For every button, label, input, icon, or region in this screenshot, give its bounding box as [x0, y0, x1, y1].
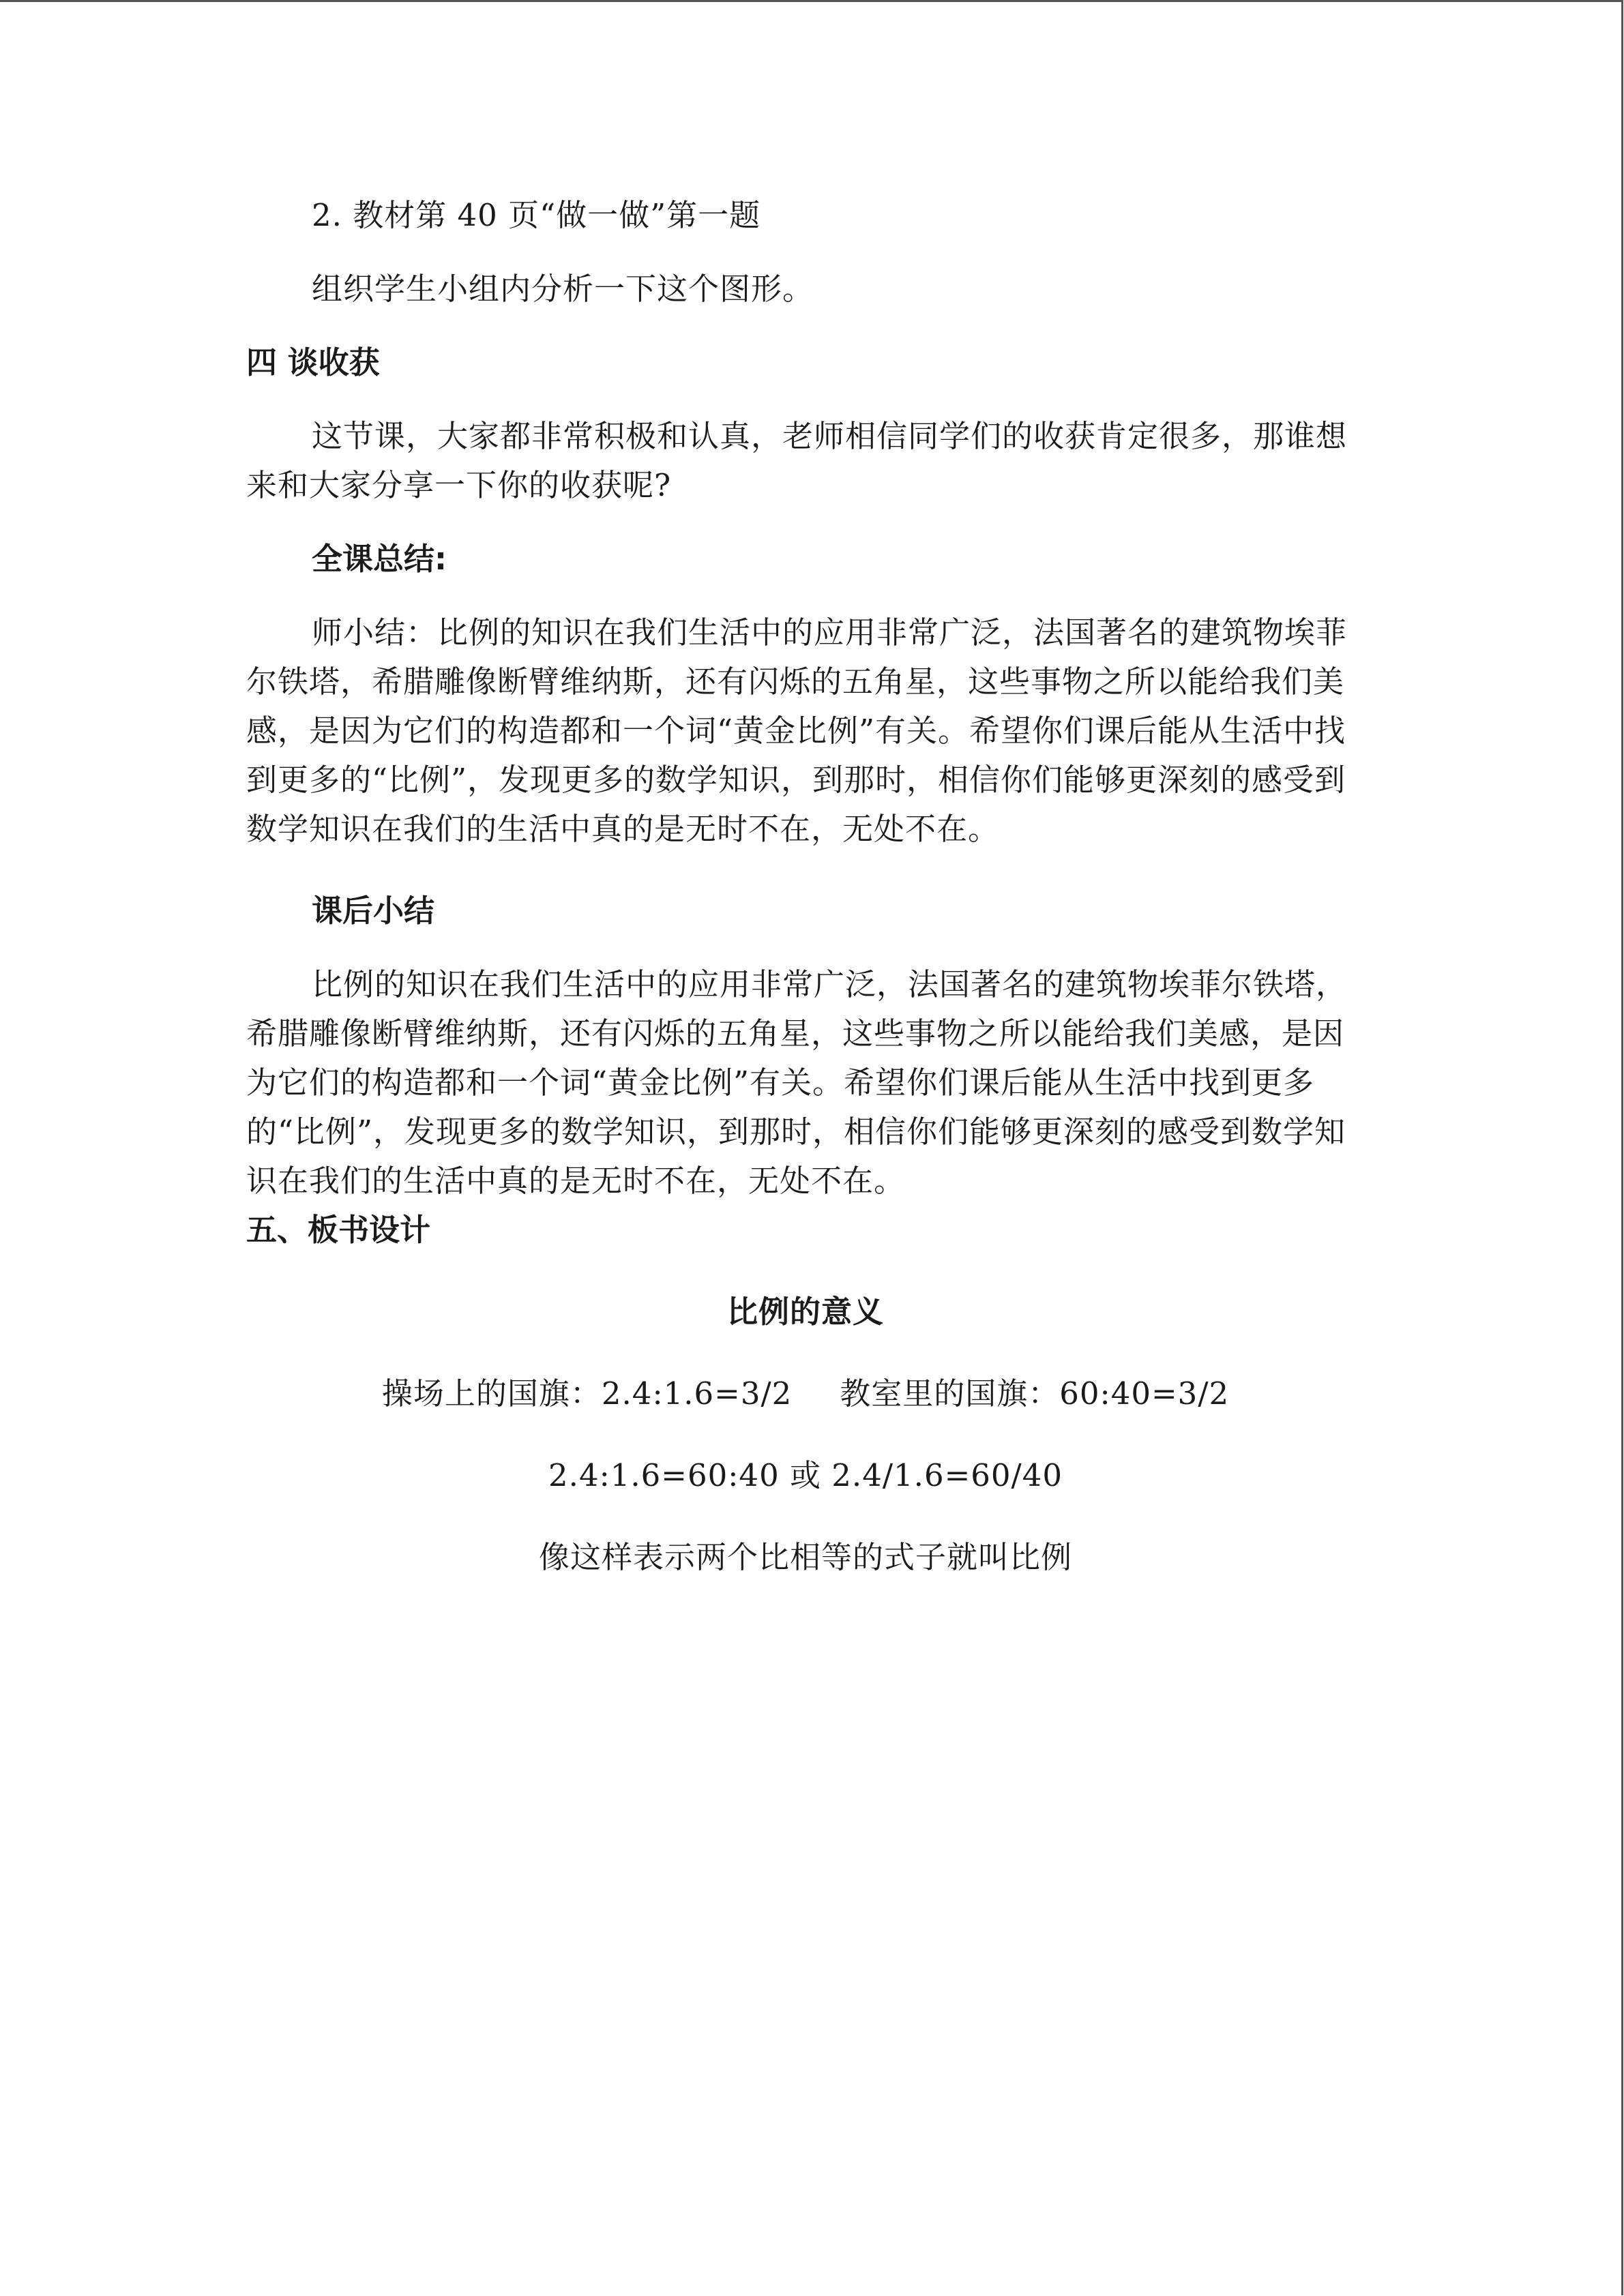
after-class-text: 比例的知识在我们生活中的应用非常广泛，法国著名的建筑物埃菲尔铁塔，希腊雕像断臂维纳斯，还有闪烁的五角星，这些事物之所以能给我们美感，是因为它们的构造都和一个词“黄金比例”有关。希望你们课后能从生活中找到更多的“比例”，发现更多的数学知识，到那时，相信你们能够更深刻的感受到数学知识在我们的生活中真的是无时不在，无处不在。	[246, 966, 1348, 1199]
item-2-text: 组织学生小组内分析一下这个图形。	[312, 271, 814, 307]
flag-ratios-row	[246, 1369, 1365, 1418]
playground-flag-ratio: 操场上的国旗：2.4:1.6=3/2	[381, 1375, 793, 1412]
classroom-flag-ratio: 教室里的国旗：60:40=3/2	[840, 1375, 1230, 1412]
after-class-heading: 课后小结	[312, 893, 435, 929]
summary-text: 师小结：比例的知识在我们生活中的应用非常广泛，法国著名的建筑物埃菲尔铁塔，希腊雕像断臂维纳斯，还有闪烁的五角星，这些事物之所以能给我们美感，是因为它们的构造都和一个词“黄金比例”有关。希望你们课后能从生活中找到更多的“比例”，发现更多的数学知识，到那时，相信你们能够更深刻的感受到数学知识在我们的生活中真的是无时不在，无处不在。	[246, 614, 1348, 847]
proportion-equation: 2.4:1.6=60:40 或 2.4/1.6=60/40	[548, 1457, 1063, 1493]
board-title: 比例的意义	[726, 1294, 884, 1330]
item-2-title: 2. 教材第 40 页“做一做”第一题	[312, 197, 761, 233]
summary-heading: 全课总结:	[312, 541, 447, 577]
section-4-paragraph: 这节课，大家都非常积极和认真，老师相信同学们的收获肯定很多，那谁想来和大家分享一下你的收获呢?	[246, 418, 1348, 503]
proportion-definition: 像这样表示两个比相等的式子就叫比例	[538, 1539, 1072, 1575]
document-body	[246, 191, 1365, 1582]
section-5-heading: 五、板书设计	[246, 1212, 431, 1248]
section-4-heading: 四 谈收获	[246, 344, 380, 381]
